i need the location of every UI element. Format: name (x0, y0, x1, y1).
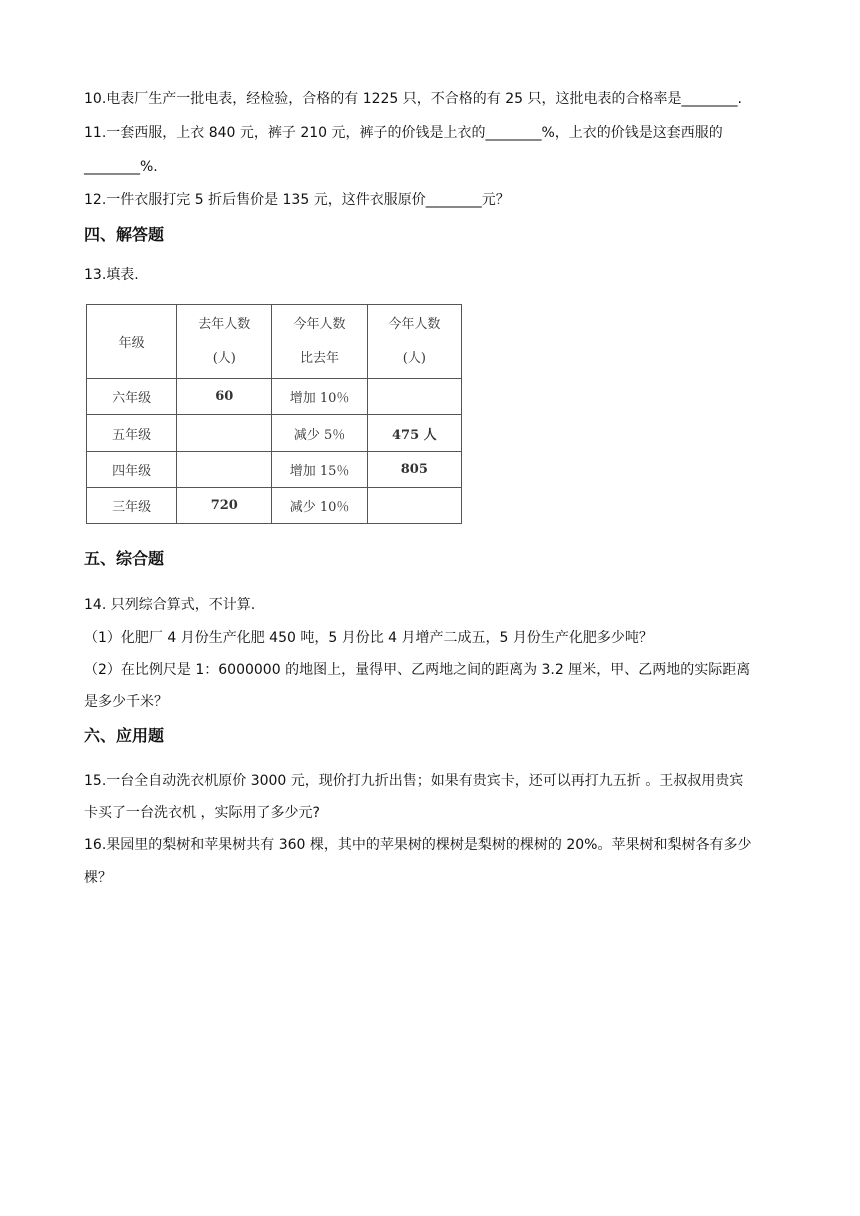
header-grade: 年级 (87, 305, 177, 379)
header-this-year: 今年人数 (人) (367, 305, 461, 379)
cell-grade: 五年级 (87, 415, 177, 451)
cell-last-year: 60 (177, 379, 272, 415)
cell-this-year: 475 人 (367, 415, 461, 451)
question-14-part-2-continued: 是多少千米？ (84, 694, 168, 710)
question-10: 10.电表厂生产一批电表，经检验，合格的有 1225 只，不合格的有 25 只，这批电表的合格率是________. (84, 91, 742, 107)
question-16: 16.果园里的梨树和苹果树共有 360 棵，其中的苹果树的棵树是梨树的棵树的 20%。苹果树和梨树各有多少 (84, 837, 752, 853)
cell-change: 减少 5％ (272, 415, 367, 451)
question-14-part-2: （2）在比例尺是 1：6000000 的地图上，量得甲、乙两地之间的距离为 3.2 厘米，甲、乙两地的实际距离 (84, 662, 751, 678)
question-12: 12.一件衣服打完 5 折后售价是 135 元，这件衣服原价________元？ (84, 192, 510, 208)
question-15: 15.一台全自动洗衣机原价 3000 元，现价打九折出售；如果有贵宾卡，还可以再打九五折 。王叔叔用贵宾 (84, 773, 744, 789)
cell-last-year (177, 415, 272, 451)
cell-this-year (367, 379, 461, 415)
cell-change: 增加 15％ (272, 451, 367, 487)
cell-grade: 六年级 (87, 379, 177, 415)
header-change: 今年人数 比去年 (272, 305, 367, 379)
question-11: 11.一套西服，上衣 840 元，裤子 210 元，裤子的价钱是上衣的________%，上衣的价钱是这套西服的 (84, 125, 723, 141)
table-row (87, 415, 462, 451)
question-13: 13.填表. (84, 267, 139, 283)
section-heading-4: 四、解答题 (84, 225, 165, 244)
question-14-part-1: （1）化肥厂 4 月份生产化肥 450 吨，5 月份比 4 月增产二成五，5 月份生产化肥多少吨？ (84, 630, 653, 646)
table-row (87, 487, 462, 523)
question-16-continued: 棵？ (84, 870, 112, 886)
question-14: 14. 只列综合算式，不计算. (84, 597, 256, 613)
table-row (87, 379, 462, 415)
cell-last-year: 720 (177, 487, 272, 523)
cell-grade: 四年级 (87, 451, 177, 487)
section-heading-6: 六、应用题 (84, 726, 165, 745)
cell-last-year (177, 451, 272, 487)
question-11-continued: ________%. (84, 159, 158, 175)
cell-this-year (367, 487, 461, 523)
table-header-row (87, 305, 462, 379)
cell-change: 增加 10％ (272, 379, 367, 415)
fill-in-table (86, 304, 462, 524)
table-row (87, 451, 462, 487)
section-heading-5: 五、综合题 (84, 549, 165, 568)
question-15-continued: 卡买了一台洗衣机 ，实际用了多少元? (84, 805, 320, 821)
cell-grade: 三年级 (87, 487, 177, 523)
cell-this-year: 805 (367, 451, 461, 487)
header-last-year: 去年人数 (人) (177, 305, 272, 379)
cell-change: 减少 10％ (272, 487, 367, 523)
